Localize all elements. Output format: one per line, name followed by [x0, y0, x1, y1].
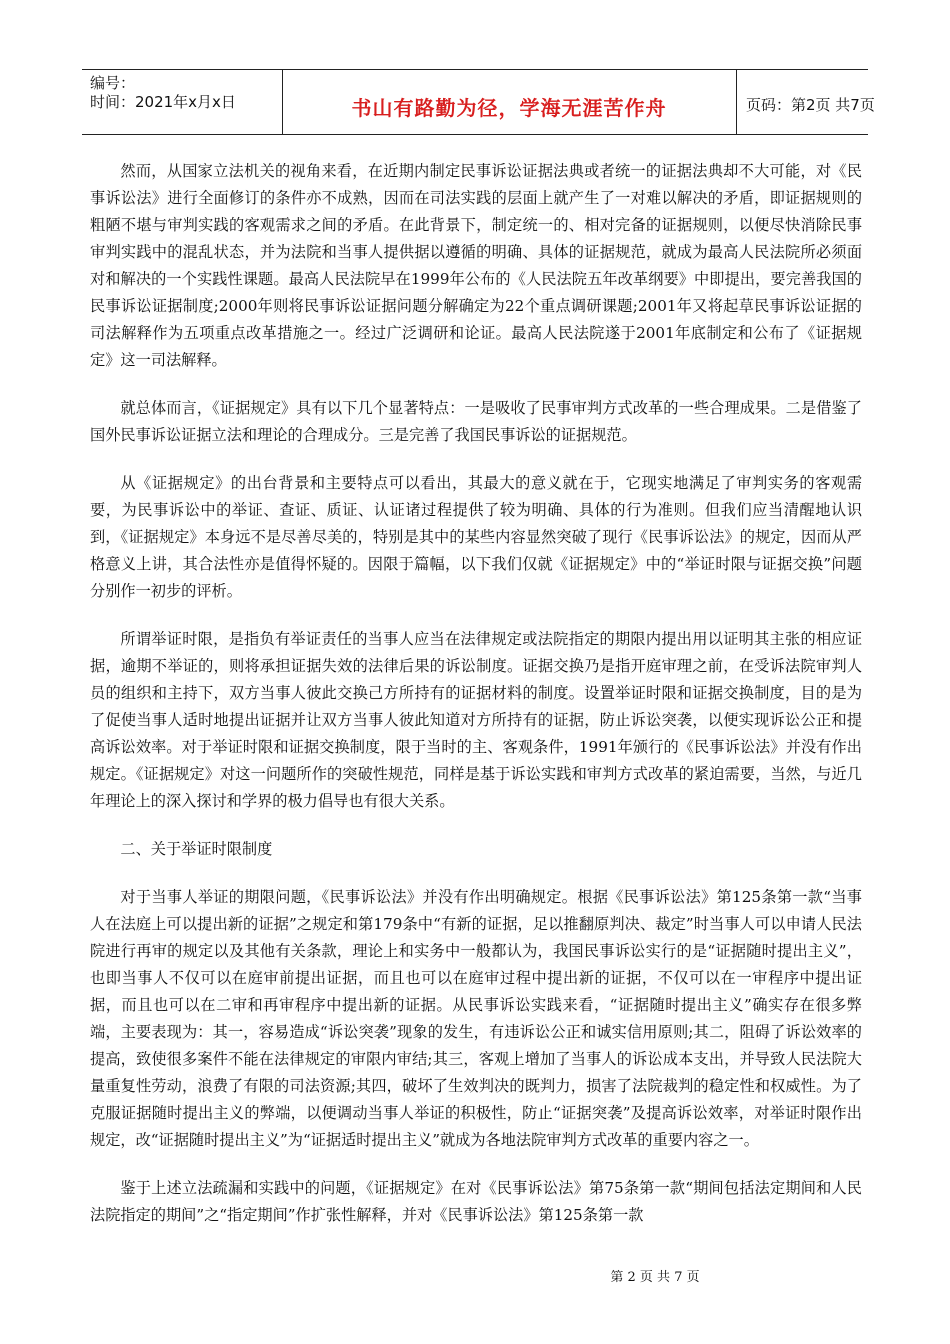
page-footer: 第 2 页 共 7 页 — [610, 1270, 700, 1285]
header-meta-cell — [82, 70, 283, 134]
document-number-label: 编号： — [90, 74, 136, 92]
body-paragraph: 对于当事人举证的期限问题，《民事诉讼法》并没有作出明确规定。根据《民事诉讼法》第125条第一款“当事人在法庭上可以提出新的证据”之规定和第179条中“有新的证据，足以推翻原判决、裁定”时当事人可以申请人民法院进行再审的规定以及其他有关条款，理论上和实务中一般都认为，我国民事诉讼实行的是“证据随时提出主义”，也即当事人不仅可以在庭审前提出证据，而且也可以在庭审过程中提出新的证据，不仅可以在一审程序中提出证据，而且也可以在二审和再审程序中提出新的证据。从民事诉讼实践来看，“证据随时提出主义”确实存在很多弊端，主要表现为：其一，容易造成“诉讼突袭”现象的发生，有违诉讼公正和诚实信用原则;其二，阻碍了诉讼效率的提高，致使很多案件不能在法律规定的审限内审结;其三，客观上增加了当事人的诉讼成本支出，并导致人民法院大量重复性劳动，浪费了有限的司法资源;其四，破坏了生效判决的既判力，损害了法院裁判的稳定性和权威性。为了克服证据随时提出主义的弊端，以便调动当事人举证的积极性，防止“证据突袭”及提高诉讼效率，对举证时限作出规定，改“证据随时提出主义”为“证据适时提出主义”就成为各地法院审判方式改革的重要内容之一。 — [90, 888, 862, 1149]
body-paragraph: 就总体而言，《证据规定》具有以下几个显著特点：一是吸收了民事审判方式改革的一些合理成果。二是借鉴了国外民事诉讼证据立法和理论的合理成分。三是完善了我国民事诉讼的证据规范。 — [90, 399, 862, 444]
page-header — [82, 69, 875, 135]
body-paragraph: 然而，从国家立法机关的视角来看，在近期内制定民事诉讼证据法典或者统一的证据法典却不大可能，对《民事诉讼法》进行全面修订的条件亦不成熟，因而在司法实践的层面上就产生了一对难以解决的矛盾，即证据规则的粗陋不堪与审判实践的客观需求之间的矛盾。在此背景下，制定统一的、相对完备的证据规则，以便尽快消除民事审判实践中的混乱状态，并为法院和当事人提供据以遵循的明确、具体的证据规范，就成为最高人民法院所必须面对和解决的一个实践性课题。最高人民法院早在1999年公布的《人民法院五年改革纲要》中即提出，要完善我国的民事诉讼证据制度;2000年则将民事诉讼证据问题分解确定为22个重点调研课题;2001年又将起草民事诉讼证据的司法解释作为五项重点改革措施之一。经过广泛调研和论证。最高人民法院遂于2001年底制定和公布了《证据规定》这一司法解释。 — [90, 162, 862, 369]
body-paragraph: 从《证据规定》的出台背景和主要特点可以看出，其最大的意义就在于，它现实地满足了审判实务的客观需要，为民事诉讼中的举证、查证、质证、认证诸过程提供了较为明确、具体的行为准则。但我们应当清醒地认识到，《证据规定》本身远不是尽善尽美的，特别是其中的某些内容显然突破了现行《民事诉讼法》的规定，因而从严格意义上讲，其合法性亦是值得怀疑的。因限于篇幅，以下我们仅就《证据规定》中的“举证时限与证据交换”问题分别作一初步的评析。 — [90, 474, 862, 600]
header-page-cell — [736, 70, 875, 134]
header-motto: 书山有路勤为径，学海无涯苦作舟 — [351, 96, 667, 120]
document-body — [90, 158, 862, 1250]
body-paragraph: 所谓举证时限，是指负有举证责任的当事人应当在法律规定或法院指定的期限内提出用以证明其主张的相应证据，逾期不举证的，则将承担证据失效的法律后果的诉讼制度。证据交换乃是指开庭审理之前，在受诉法院审判人员的组织和主持下，双方当事人彼此交换己方所持有的证据材料的制度。设置举证时限和证据交换制度，目的是为了促使当事人适时地提出证据并让双方当事人彼此知道对方所持有的证据，防止诉讼突袭，以便实现诉讼公正和提高诉讼效率。对于举证时限和证据交换制度，限于当时的主、客观条件，1991年颁行的《民事诉讼法》并没有作出规定。《证据规定》对这一问题所作的突破性规范，同样是基于诉讼实践和审判方式改革的紧迫需要，当然，与近几年理论上的深入探讨和学界的极力倡导也有很大关系。 — [90, 630, 862, 810]
document-date-label: 时间：2021年x月x日 — [90, 93, 236, 111]
header-motto-cell — [282, 70, 737, 134]
body-paragraph: 鉴于上述立法疏漏和实践中的问题，《证据规定》在对《民事诉讼法》第75条第一款“期间包括法定期间和人民法院指定的期间”之“指定期间”作扩张性解释，并对《民事诉讼法》第125条第一款 — [90, 1179, 862, 1224]
section-heading: 二、关于举证时限制度 — [120, 840, 273, 858]
header-page-number: 页码：第2页 共7页 — [746, 96, 875, 114]
